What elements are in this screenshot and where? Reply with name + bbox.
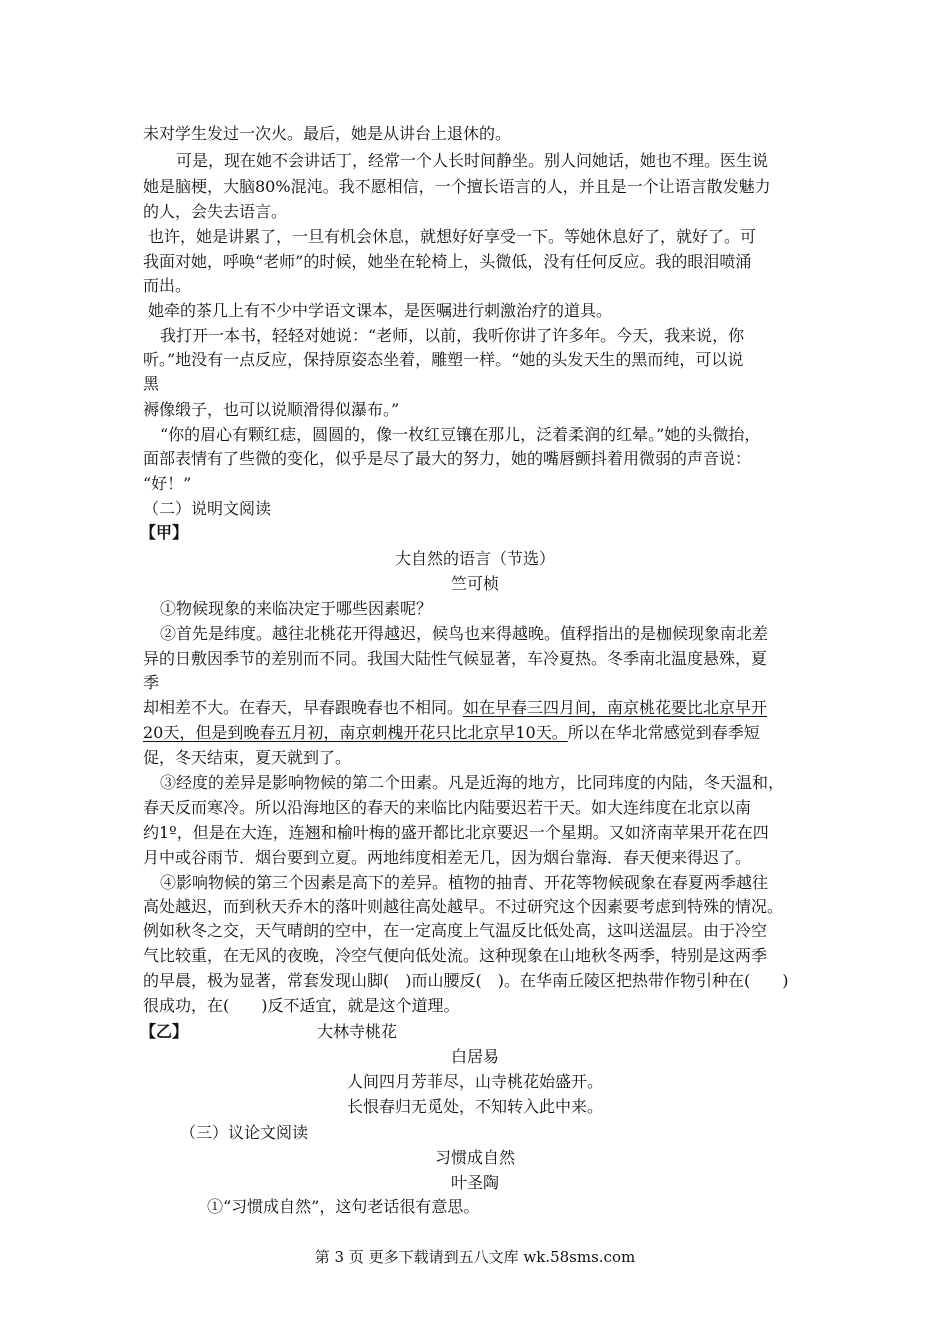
paragraph-line: 季 xyxy=(143,673,160,692)
paragraph-line: 春天反而寒冷。所以沿海地区的春天的来临比内陆要迟若干天。如大连纬度在北京以南 xyxy=(143,798,752,817)
essay-title: 习惯成自然 xyxy=(434,1148,515,1167)
paragraph-line: “好！” xyxy=(143,474,192,493)
paragraph-line: 面部表情有了些微的变化，似乎是尽了最大的努力，她的嘴唇颤抖着用微弱的声音说： xyxy=(143,449,752,468)
paragraph-line: 我打开一本书，轻轻对她说：“老师，以前，我听你讲了许多年。今天，我来说，你 xyxy=(160,326,745,345)
paragraph-line: 我面对她，呼唤“老师”的时候，她坐在轮椅上，头微低，没有任何反应。我的眼泪喷涌 xyxy=(143,252,752,271)
paragraph-line: ①“习惯成自然”，这句老话很有意思。 xyxy=(207,1197,480,1216)
paragraph-line: ①物候现象的来临决定于哪些因素呢？ xyxy=(160,599,433,618)
poem-line: 人间四月芳菲尽，山寺桃花始盛开。 xyxy=(346,1072,603,1091)
poem-author: 白居易 xyxy=(450,1047,499,1066)
paragraph-line: 气比较重，在无风的夜晚，冷空气便向低处流。这种现象在山地秋冬两季，特别是这两季 xyxy=(143,946,768,965)
article-author: 竺可桢 xyxy=(450,574,499,593)
paragraph-line: 也许，她是讲累了，一旦有机会休息，就想好好享受一下。等她休息好了，就好了。可 xyxy=(148,227,757,246)
paragraph-line: 的早晨，极为显著，常套发现山脚( )而山腰反( )。在华南丘陵区把热带作物引种在( ) xyxy=(143,971,789,990)
paragraph-line: ②首先是纬度。越往北桃花开得越迟，候鸟也来得越晚。值稃指出的是枷候现象南北差 xyxy=(160,624,769,643)
paragraph-line: 她是脑梗，大脑80%混沌。我不愿相信，一个擅长语言的人，并且是一个让语言散发魅力 xyxy=(143,177,771,196)
plain-text: 所以在华北常感觉到春季短 xyxy=(567,723,760,742)
paragraph-line xyxy=(143,722,760,744)
section-label: （三）议论文阅读 xyxy=(180,1123,309,1142)
paragraph-line: “你的眉心有颗红痣，圆圆的，像一枚红豆镶在那儿，泛着柔润的红晕。”她的头微抬， xyxy=(160,425,761,444)
paragraph-line: ④影响物候的第三个因素是高下的差异。植物的抽青、开花等物候砚象在春夏两季越往 xyxy=(160,873,769,892)
underlined-text: 20天，但是到晚春五月初，南京刺槐开花只比北京早10天。 xyxy=(143,723,568,742)
paragraph-line: 很成功，在( )反不适宜，就是这个道理。 xyxy=(143,996,460,1015)
paragraph-line: 例如秋冬之交，天气晴朗的空中，在一定高度上气温反比低处高，这叫送温层。由于冷空 xyxy=(143,921,768,940)
paragraph-line: 月中或谷雨节．烟台要到立夏。两地纬度相差无几，因为烟台靠海．春天便来得迟了。 xyxy=(143,848,752,867)
plain-text: 却相差不大。在春天，早春跟晚春也不相同。 xyxy=(143,698,464,717)
paragraph-line: 她牵的茶几上有不少中学语文课本，是医嘱进行刺激治疗的道具。 xyxy=(148,301,613,320)
paragraph-line: 听。”地没有一点反应，保持原姿态坐着，雕塑一样。“她的头发天生的黑而纯，可以说 xyxy=(143,350,744,369)
paragraph-line: 高处越迟，而到秋天乔木的落叶则越往高处越早。不过研究这个因素要考虑到特殊的情况。 xyxy=(143,897,784,916)
paragraph-line: 促，冬天结束，夏天就到了。 xyxy=(143,748,352,767)
paragraph-line: 的人，会失去语言。 xyxy=(143,202,288,221)
excerpt-label-yi: 【乙】 xyxy=(140,1022,189,1041)
paragraph-line: 异的日敷因季节的差别而不同。我国大陆性气候显著，车冷夏热。冬季南北温度悬殊，夏 xyxy=(143,649,768,668)
section-label: （二）说明文阅读 xyxy=(143,499,272,518)
underlined-text: 如在早春三四月间，南京桃花要比北京早开 xyxy=(463,698,768,717)
article-title: 大自然的语言（节选） xyxy=(394,549,555,568)
paragraph-line: 可是，现在她不会讲话丁，经常一个人长时间静坐。别人问她话，她也不理。医生说 xyxy=(176,151,769,170)
poem-line: 长恨春归无觅处，不知转入此中来。 xyxy=(346,1097,603,1116)
page-footer: 第 3 页 更多下载请到五八文库 wk.58sms.com xyxy=(314,1248,636,1266)
excerpt-label-jia: 【甲】 xyxy=(140,523,189,542)
paragraph-line: 褥像缎子，也可以说顺滑得似瀑布。” xyxy=(143,400,400,419)
poem-title: 大林寺桃花 xyxy=(317,1022,398,1041)
paragraph-line: 约1º，但是在大连，连翘和榆叶梅的盛开都比北京要迟一个星期。又如济南苹果开花在四 xyxy=(143,823,769,842)
paragraph-line: 而出。 xyxy=(143,276,192,295)
paragraph-line: ③经度的差异是影响物候的第二个田素。凡是近海的地方，比同玮度的内陆，冬天温和， xyxy=(160,773,785,792)
essay-author: 叶圣陶 xyxy=(450,1173,499,1192)
paragraph-line: 未对学生发过一次火。最后，她是从讲台上退休的。 xyxy=(143,124,512,143)
paragraph-line xyxy=(143,697,767,719)
paragraph-line: 黑 xyxy=(143,374,160,393)
